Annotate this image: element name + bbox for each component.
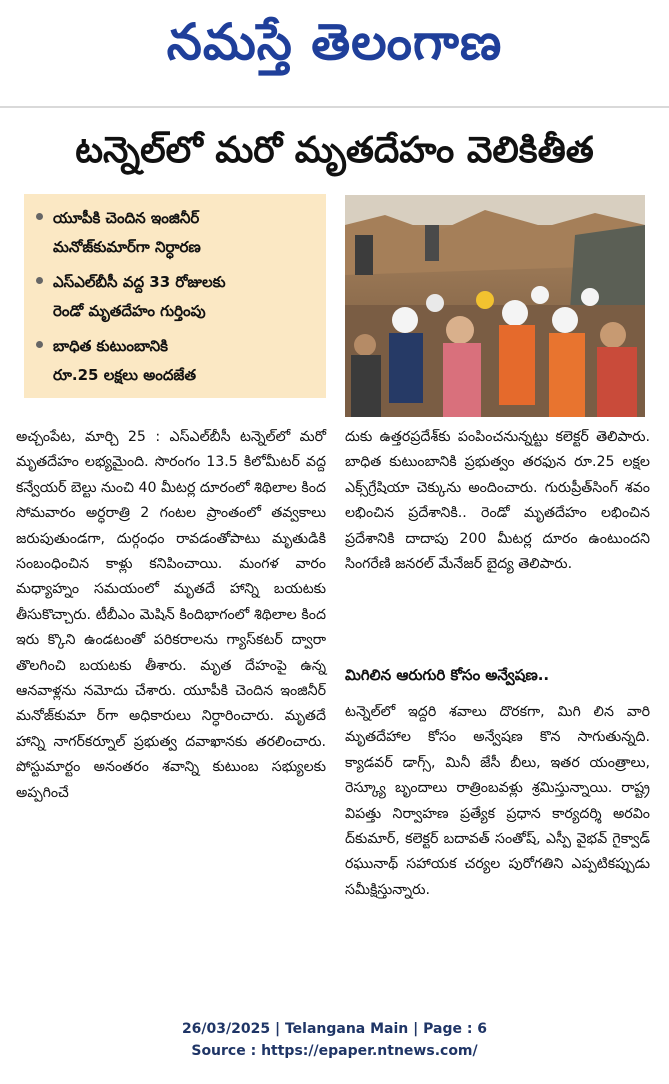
highlight-item bbox=[36, 268, 316, 326]
article-column-left bbox=[16, 425, 326, 806]
article-headline bbox=[0, 120, 669, 190]
highlight-text: యూపీకి చెందిన ఇంజినీర్ మనోజ్‌కుమార్‌గా నిర్ధారణ bbox=[53, 209, 201, 256]
bullet-icon bbox=[36, 213, 43, 220]
newspaper-logo-title: నమస్తే తెలంగాణ bbox=[166, 12, 503, 71]
article-subheading: మిగిలిన ఆరుగురి కోసం అన్వేషణ.. bbox=[345, 666, 550, 684]
masthead bbox=[0, 0, 669, 96]
headline-text: టన్నెల్‌లో మరో మృతదేహం వెలికితీత bbox=[75, 130, 594, 171]
highlight-item bbox=[36, 204, 316, 262]
article-body-paragraph: టన్నెల్‌లో ఇద్దరి శవాలు దొరకగా, మిగి లిన వారి మృతదేహాల కోసం అన్వేషణ కొన సాగుతున్నది. క్యాడవర్ డాగ్స్, మినీ జేసీ బీలు, ఇతర యంత్రాలు, రెస్క్యూ బృందాలు రాత్రింబవళ్లు శ్రమిస్తున్నాయి. రాష్ట్ర విపత్తు నిర్వాహణ ప్రత్యేక ప్రధాన కార్యదర్శి అరవిం ద్‌కుమార్, కలెక్టర్ బదావత్ సంతోష్, ఎస్పీ వైభవ్ గైక్వాడ్ రఘునాథ్ సహాయక చర్యల పురోగతిని ఎప్పటికప్పుడు సమీక్షిస్తున్నారు. bbox=[345, 704, 650, 898]
rescue-site-photo bbox=[345, 195, 645, 417]
page-footer bbox=[0, 1018, 669, 1062]
highlight-text: బాధిత కుటుంబానికి రూ.25 లక్షలు అందజేత bbox=[53, 337, 197, 384]
bullet-icon bbox=[36, 341, 43, 348]
highlight-text: ఎస్‌ఎల్‌బీసీ వద్ద 33 రోజులకు రెండో మృతదేహం గుర్తింపు bbox=[53, 273, 226, 320]
masthead-divider bbox=[0, 106, 669, 108]
highlight-item bbox=[36, 332, 316, 390]
footer-date-edition: 26/03/2025 | Telangana Main | Page : 6 bbox=[181, 1021, 488, 1037]
highlights-box bbox=[24, 194, 326, 398]
article-column-right-top bbox=[345, 425, 650, 577]
bullet-icon bbox=[36, 277, 43, 284]
footer-source: Source : https://epaper.ntnews.com/ bbox=[191, 1043, 478, 1059]
photo-illustration bbox=[345, 195, 645, 417]
article-body-paragraph: దుకు ఉత్తరప్రదేశ్‌కు పంపించనున్నట్టు కలెక్టర్ తెలిపారు. బాధిత కుటుంబానికి ప్రభుత్వం తరఫున రూ.25 లక్షల ఎక్స్‌గ్రేషియా చెక్కును అందించారు. గురుప్రీత్‌సింగ్ శవం లభించిన ప్రదేశానికి.. రెండో మృతదేహం లభించిన ప్రదేశానికి దాదాపు 200 మీటర్ల దూరం ఉంటుందని సింగరేణి జనరల్ మేనేజర్ బైద్య తెలిపారు. bbox=[345, 429, 650, 573]
article-body-paragraph: అచ్చంపేట, మార్చి 25 : ఎస్‌ఎల్‌బీసీ టన్నెల్‌లో మరో మృతదేహం లభ్యమైంది. సొరంగం 13.5 కిలోమీటర్ వద్ద కన్వేయర్ బెల్టు నుంచి 40 మీటర్ల దూరంలో శిథిలాల కింద సోమవారం అర్ధరాత్రి 2 గంటల ప్రాంతంలో తవ్వకాలు జరుపుతుండగా, దుర్గంధం రావడంతోపాటు మృతుడికి సంబంధించిన కాళ్లు కనిపించాయి. మంగళ వారం మధ్యాహ్నం సమయంలో మృతదే హాన్ని బయటకు తీసుకొచ్చారు. టీబీఎం మెషిన్ కిందిభాగంలో శిథిలాల కింద ఇరు క్కొని ఉండటంతో పరికరాలను గ్యాస్‌కటర్ ద్వారా తొలగించి బయటకు తీశారు. మృత దేహంపై ఉన్న ఆనవాళ్లను నమోదు చేశారు. యూపీకి చెందిన ఇంజినీర్ మనోజ్‌కుమా ర్‌గా అధికారులు నిర్ధారించారు. మృతదే హాన్ని నాగర్‌కర్నూల్ ప్రభుత్వ దవాఖానకు తరలించారు. పోస్టుమార్టం అనంతరం శవాన్ని కుటుంబ సభ్యులకు అప్పగించే bbox=[16, 429, 326, 801]
article-column-right-bottom bbox=[345, 700, 650, 903]
